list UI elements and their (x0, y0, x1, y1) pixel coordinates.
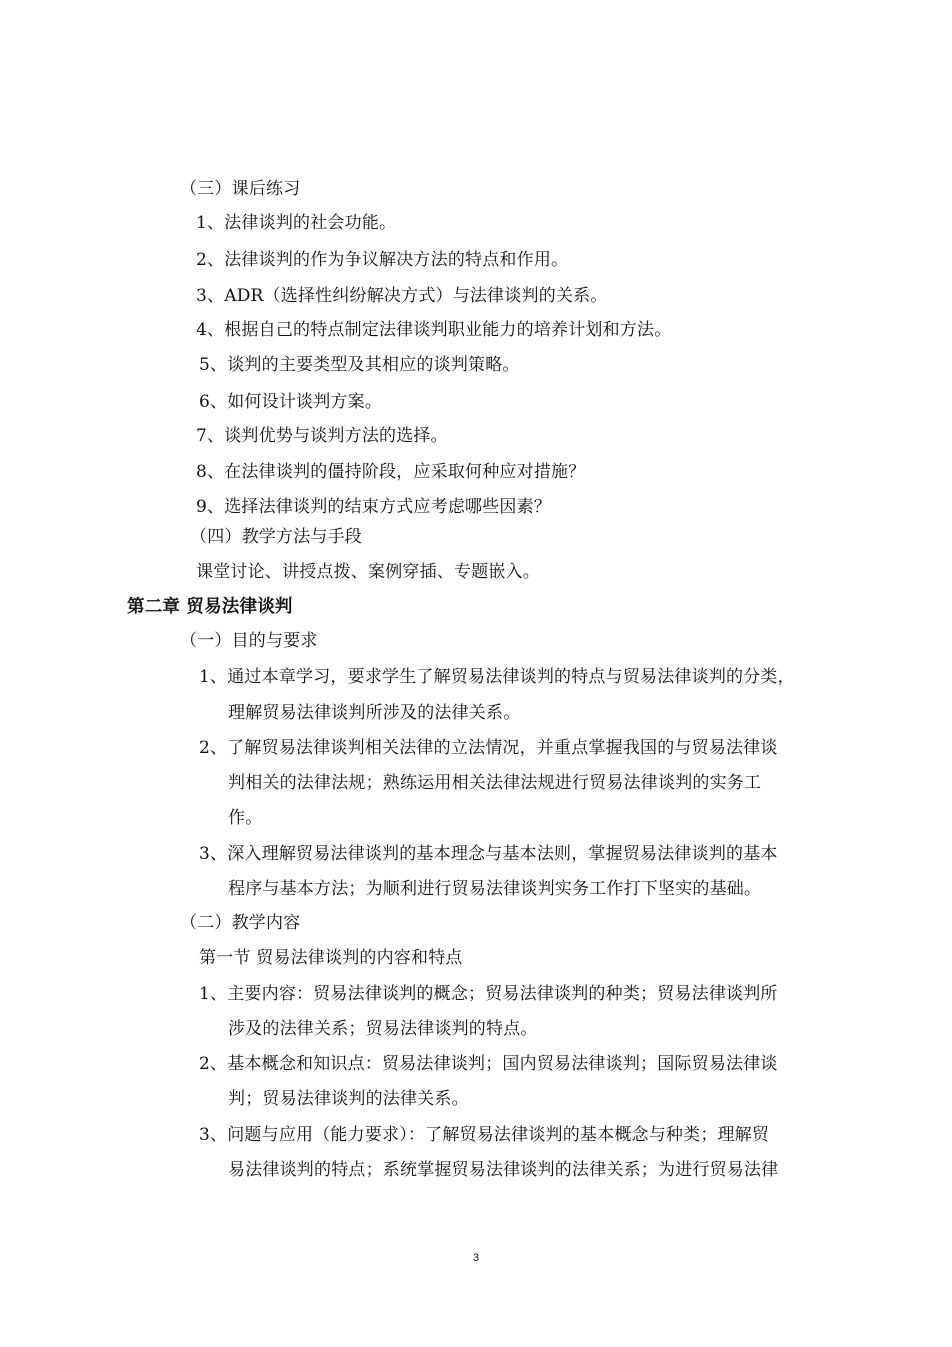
exercise-item-5: 5、谈判的主要类型及其相应的谈判策略。 (199, 355, 520, 375)
content-item-1-line-1: 1、主要内容：贸易法律谈判的概念；贸易法律谈判的种类；贸易法律谈判所 (199, 984, 778, 1004)
goal-item-1-line-2: 理解贸易法律谈判所涉及的法律关系。 (228, 703, 521, 723)
content-item-3-line-2: 易法律谈判的特点；系统掌握贸易法律谈判的法律关系；为进行贸易法律 (228, 1160, 779, 1180)
section-4-body: 课堂讨论、讲授点拨、案例穿插、专题嵌入。 (196, 562, 540, 582)
content-item-1-line-2: 涉及的法律关系；贸易法律谈判的特点。 (228, 1019, 538, 1039)
goals-title: （一）目的与要求 (180, 631, 318, 651)
goal-item-2-line-2: 判相关的法律法规；熟练运用相关法律法规进行贸易法律谈判的实务工 (228, 773, 762, 793)
section-4-title: （四）教学方法与手段 (190, 527, 362, 547)
goal-item-3-line-2: 程序与基本方法；为顺利进行贸易法律谈判实务工作打下坚实的基础。 (228, 879, 762, 899)
chapter-2-title: 第二章 贸易法律谈判 (127, 597, 293, 617)
goal-item-3-line-1: 3、深入理解贸易法律谈判的基本理念与基本法则，掌握贸易法律谈判的基本 (199, 844, 778, 864)
exercise-item-2: 2、法律谈判的作为争议解决方法的特点和作用。 (196, 250, 569, 270)
section-1-title: 第一节 贸易法律谈判的内容和特点 (199, 948, 463, 968)
exercise-item-7: 7、谈判优势与谈判方法的选择。 (196, 426, 448, 446)
goal-item-1-line-1: 1、通过本章学习，要求学生了解贸易法律谈判的特点与贸易法律谈判的分类， (199, 667, 795, 687)
goal-item-2-line-3: 作。 (228, 808, 263, 828)
exercise-item-6: 6、如何设计谈判方案。 (199, 392, 383, 412)
exercise-item-4: 4、根据自己的特点制定法律谈判职业能力的培养计划和方法。 (196, 320, 672, 340)
goal-item-2-line-1: 2、了解贸易法律谈判相关法律的立法情况，并重点掌握我国的与贸易法律谈 (199, 738, 778, 758)
content-item-2-line-2: 判；贸易法律谈判的法律关系。 (228, 1089, 469, 1109)
content-item-2-line-1: 2、基本概念和知识点：贸易法律谈判；国内贸易法律谈判；国际贸易法律谈 (199, 1054, 778, 1074)
section-3-title: （三）课后练习 (180, 179, 301, 199)
content-title: （二）教学内容 (180, 913, 301, 933)
page-number: 3 (472, 1252, 480, 1264)
exercise-item-9: 9、选择法律谈判的结束方式应考虑哪些因素？ (196, 497, 552, 517)
exercise-item-3: 3、ADR（选择性纠纷解决方式）与法律谈判的关系。 (196, 286, 608, 306)
content-item-3-line-1: 3、问题与应用（能力要求）：了解贸易法律谈判的基本概念与种类；理解贸 (199, 1125, 770, 1145)
exercise-item-1: 1、法律谈判的社会功能。 (196, 213, 397, 233)
exercise-item-8: 8、在法律谈判的僵持阶段，应采取何种应对措施？ (196, 462, 586, 482)
